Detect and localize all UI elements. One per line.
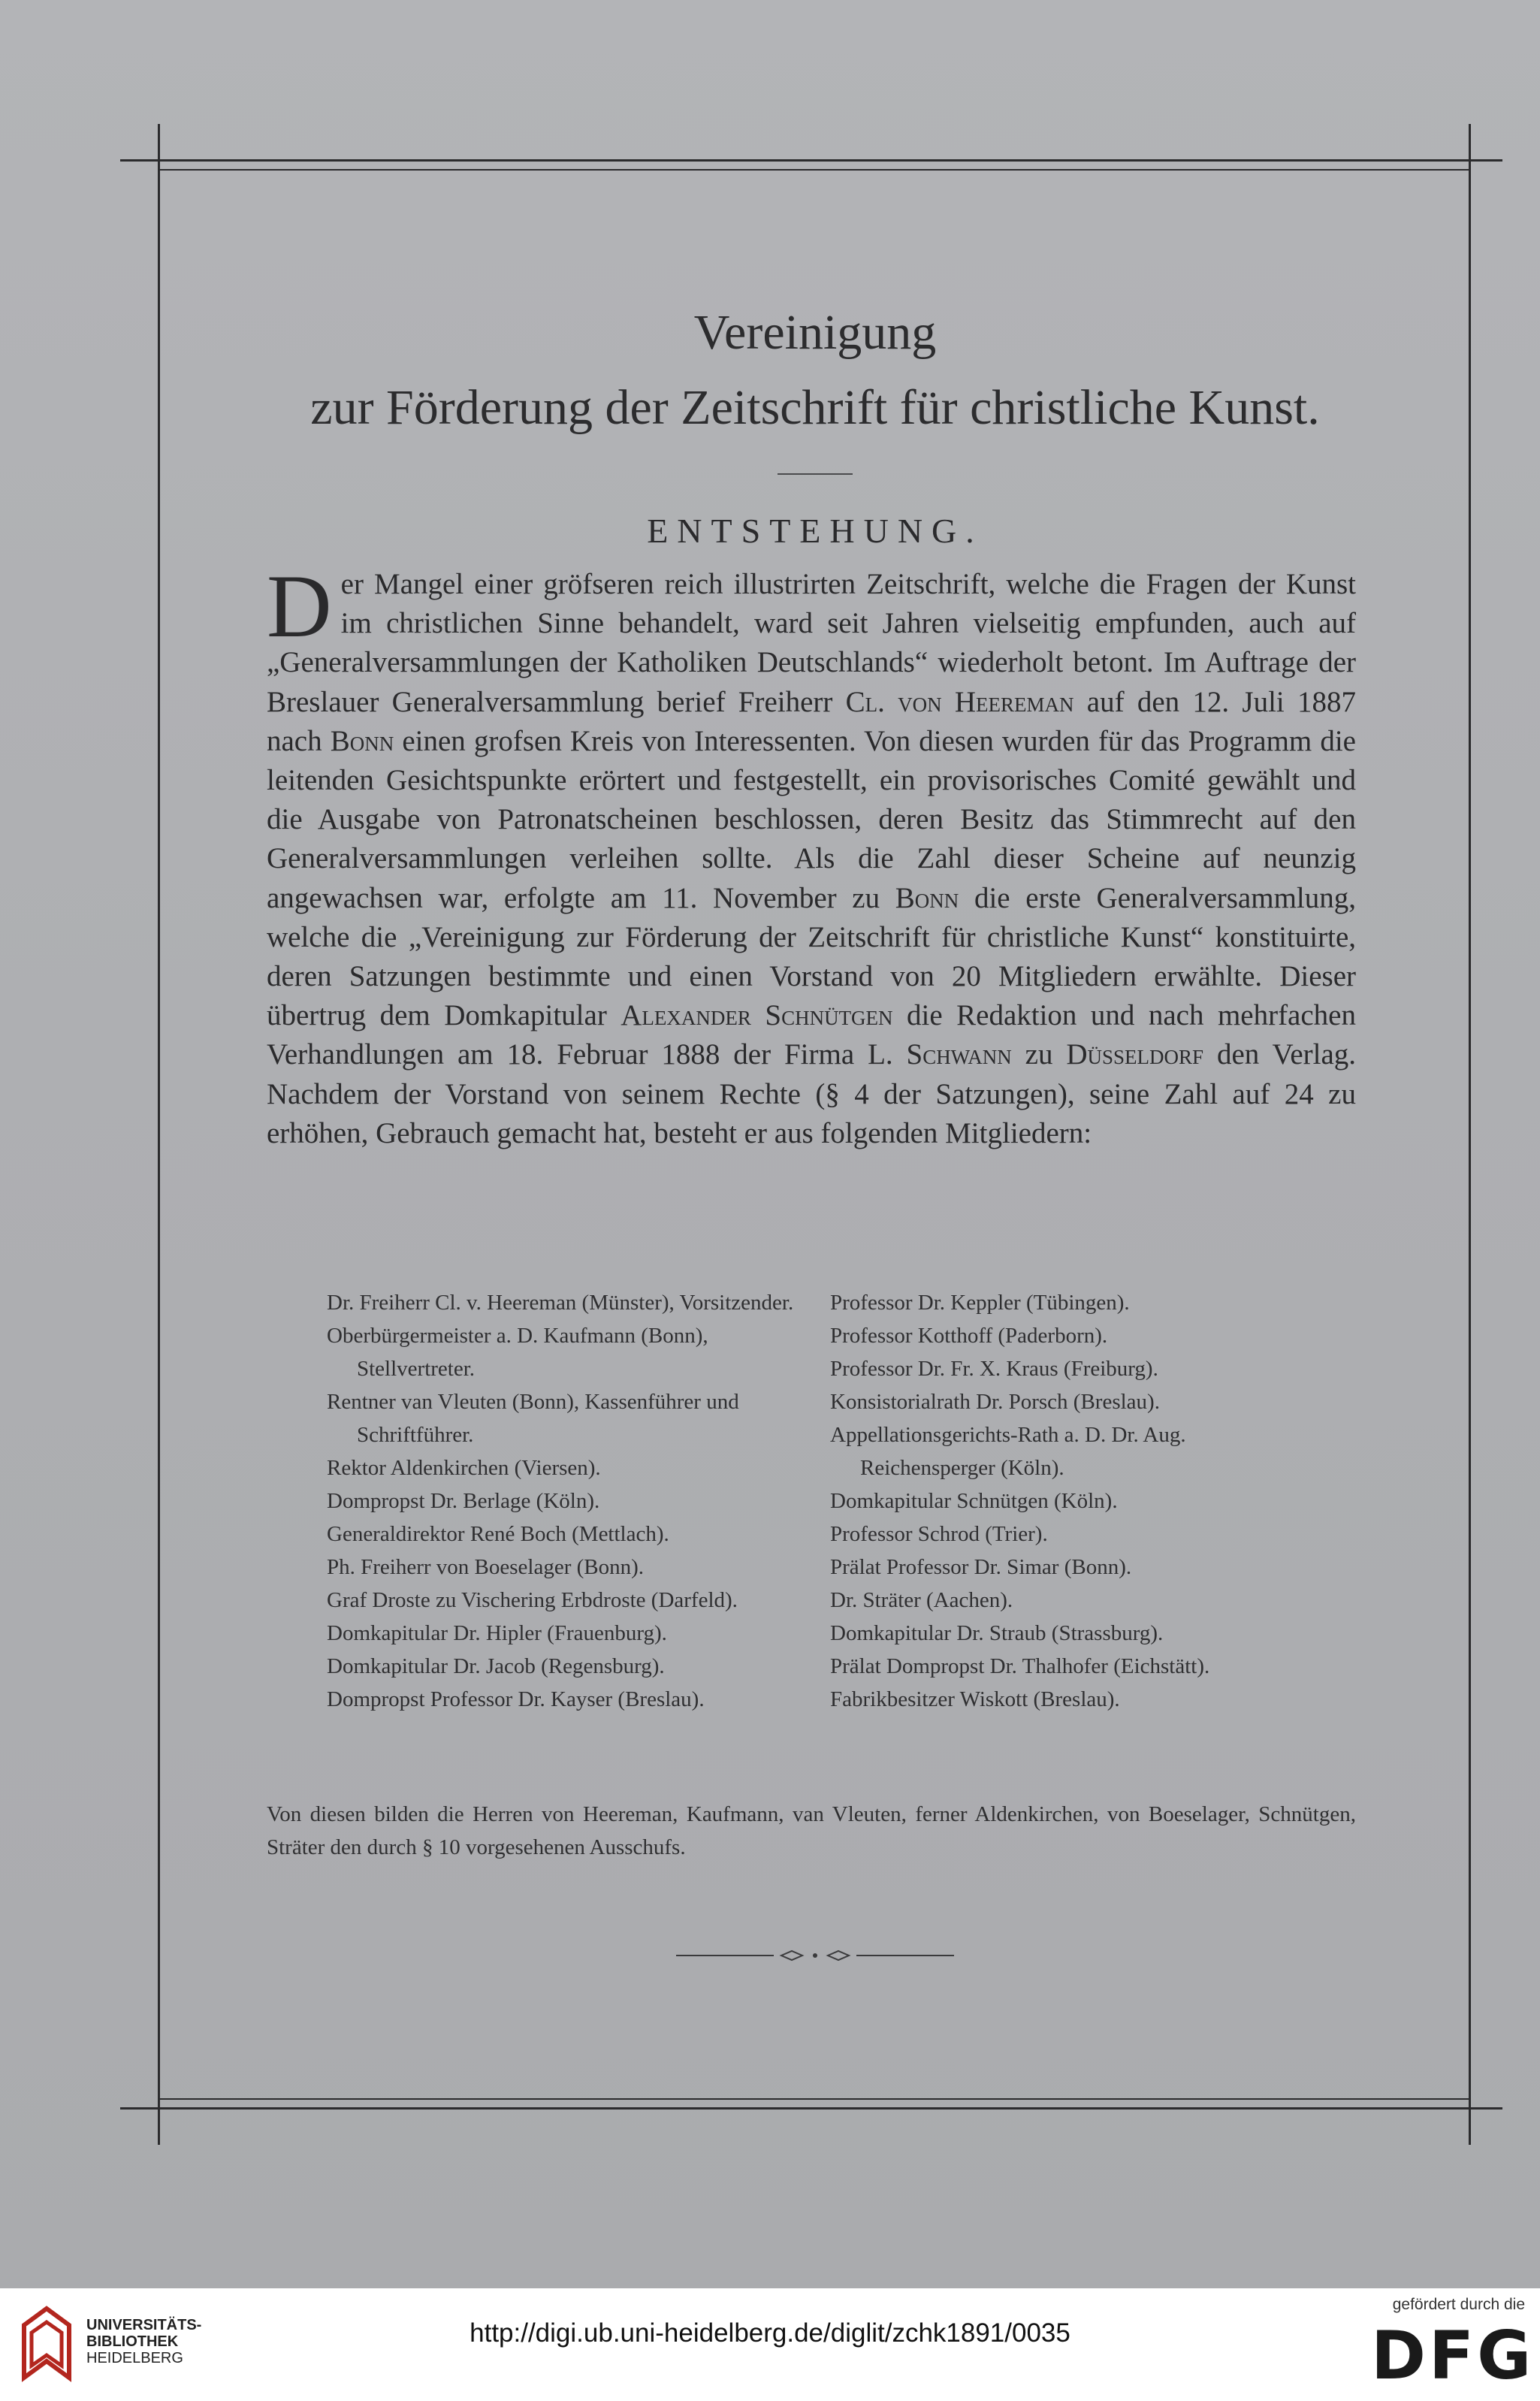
committee-note: Von diesen bilden die Herren von Heereman, Kaufmann, van Vleuten, ferner Aldenkirchen, von Boeselager, Schnütgen, Sträter den durch § 10 vorgesehenen Ausschufs. xyxy=(267,1802,1356,1859)
members-list-left xyxy=(327,1286,808,1716)
body-text-6: zu xyxy=(1011,1038,1067,1071)
place-bonn-1: Bonn xyxy=(330,724,394,757)
body-text-3: einen grofsen Kreis von Interessenten. Von diesen wurden für das Programm die leitenden Gesichtspunkte erörtert und festgestellt, ein provisorisches Comité gewählt und die Ausgabe von Patronatscheinen beschlossen, deren Besitz das Stimmrecht auf den Generalversammlungen verleihen sollte. Als die Zahl dieser Scheine auf neunzig angewachsen war, erfolgte am 11. November zu xyxy=(267,724,1356,914)
member-entry: Professor Dr. Fr. X. Kraus (Freiburg). xyxy=(830,1357,1158,1381)
dfg-logo: DFG xyxy=(1371,2317,1535,2394)
member-entry: Domkapitular Dr. Hipler (Frauenburg). xyxy=(327,1621,667,1645)
frame-top-line xyxy=(120,159,1502,162)
funding-label: gefördert durch die xyxy=(1392,2296,1525,2313)
body-text-2: auf den 12. Juli 1887 nach xyxy=(267,685,1356,757)
title-line-2: zur Förderung der Zeitschrift für christliche Kunst. xyxy=(310,380,1320,435)
members-list-right xyxy=(830,1286,1311,1716)
member-entry: Prälat Dompropst Dr. Thalhofer (Eichstätt). xyxy=(830,1654,1210,1678)
body-paragraph xyxy=(267,556,1357,1153)
library-name-line-3: HEIDELBERG xyxy=(86,2350,183,2366)
member-entry: Fabrikbesitzer Wiskott (Breslau). xyxy=(830,1687,1120,1711)
library-name-line-2: BIBLIOTHEK xyxy=(86,2333,179,2350)
member-entry: Prälat Professor Dr. Simar (Bonn). xyxy=(830,1555,1132,1579)
body-text-1: er Mangel einer gröfseren reich illustrirten Zeitschrift, welche die Fragen der Kunst im christlichen Sinne behandelt, ward seit Jahren vielseitig empfunden, auch auf „Generalversammlungen der Katholiken Deutschlands“ wiederholt betont. Im Auftrage der Breslauer Generalversammlung berief Freiherr xyxy=(267,568,1356,718)
section-heading: ENTSTEHUNG. xyxy=(647,512,983,550)
member-entry: Rentner van Vleuten (Bonn), Kassenführer und Schriftführer. xyxy=(327,1390,739,1447)
member-entry: Domkapitular Dr. Jacob (Regensburg). xyxy=(327,1654,665,1678)
name-schwann: L. Schwann xyxy=(868,1038,1012,1071)
library-name-line-1: UNIVERSITÄTS- xyxy=(86,2317,202,2333)
body-text-5: die Redaktion und nach mehrfachen Verhandlungen am 18. Februar 1888 der Firma xyxy=(267,999,1356,1071)
member-entry: Graf Droste zu Vischering Erbdroste (Darfeld). xyxy=(327,1588,738,1612)
member-entry: Domkapitular Dr. Straub (Strassburg). xyxy=(830,1621,1164,1645)
member-entry: Konsistorialrath Dr. Porsch (Breslau). xyxy=(830,1390,1160,1414)
digitization-footer xyxy=(0,2288,1540,2401)
name-heereman: Cl. von Heereman xyxy=(845,685,1074,718)
frame-top-inner-line xyxy=(159,169,1470,171)
body-text-4: die erste Generalversammlung, welche die „Vereinigung zur Förderung der Zeitschrift für christliche Kunst“ konstituirte, deren Satzungen bestimmte und einen Vorstand von 20 Mitgliedern erwählte. Dieser übertrug dem Domkapitular xyxy=(267,881,1356,1032)
member-entry: Oberbürgermeister a. D. Kaufmann (Bonn), Stellvertreter. xyxy=(327,1324,708,1381)
frame-bottom-line xyxy=(120,2107,1502,2110)
library-name xyxy=(86,2317,201,2366)
title-divider xyxy=(778,473,853,475)
title-line-1: Vereinigung xyxy=(693,305,937,360)
member-entry: Professor Dr. Keppler (Tübingen). xyxy=(830,1291,1130,1315)
frame-bottom-inner-line xyxy=(159,2098,1470,2100)
place-duesseldorf: Düsseldorf xyxy=(1066,1038,1204,1071)
member-entry: Dompropst Professor Dr. Kayser (Breslau). xyxy=(327,1687,705,1711)
member-entry: Dompropst Dr. Berlage (Köln). xyxy=(327,1489,600,1513)
place-bonn-2: Bonn xyxy=(895,881,959,914)
ornament-divider xyxy=(676,1946,954,1965)
member-entry: Ph. Freiherr von Boeselager (Bonn). xyxy=(327,1555,645,1579)
member-entry: Professor Kotthoff (Paderborn). xyxy=(830,1324,1108,1348)
member-entry: Professor Schrod (Trier). xyxy=(830,1522,1048,1546)
member-entry: Generaldirektor René Boch (Mettlach). xyxy=(327,1522,669,1546)
name-schnuetgen: Alexander Schnütgen xyxy=(621,999,893,1032)
permalink-url[interactable]: http://digi.ub.uni-heidelberg.de/diglit/zchk1891/0035 xyxy=(470,2318,1070,2348)
member-entry: Dr. Sträter (Aachen). xyxy=(830,1588,1013,1612)
member-entry: Rektor Aldenkirchen (Viersen). xyxy=(327,1456,601,1480)
member-entry: Appellationsgerichts-Rath a. D. Dr. Aug. Reichensperger (Köln). xyxy=(830,1423,1186,1480)
dropcap-letter: D xyxy=(267,556,332,656)
body-text-7: den Verlag. Nachdem der Vorstand von seinem Rechte (§ 4 der Satzungen), seine Zahl auf 24 zu erhöhen, Gebrauch gemacht hat, besteht er aus folgenden Mitgliedern: xyxy=(267,1038,1357,1149)
member-entry: Domkapitular Schnütgen (Köln). xyxy=(830,1489,1118,1513)
university-library-logo-icon xyxy=(17,2303,77,2387)
member-entry: Dr. Freiherr Cl. v. Heereman (Münster), Vorsitzender. xyxy=(327,1291,794,1315)
